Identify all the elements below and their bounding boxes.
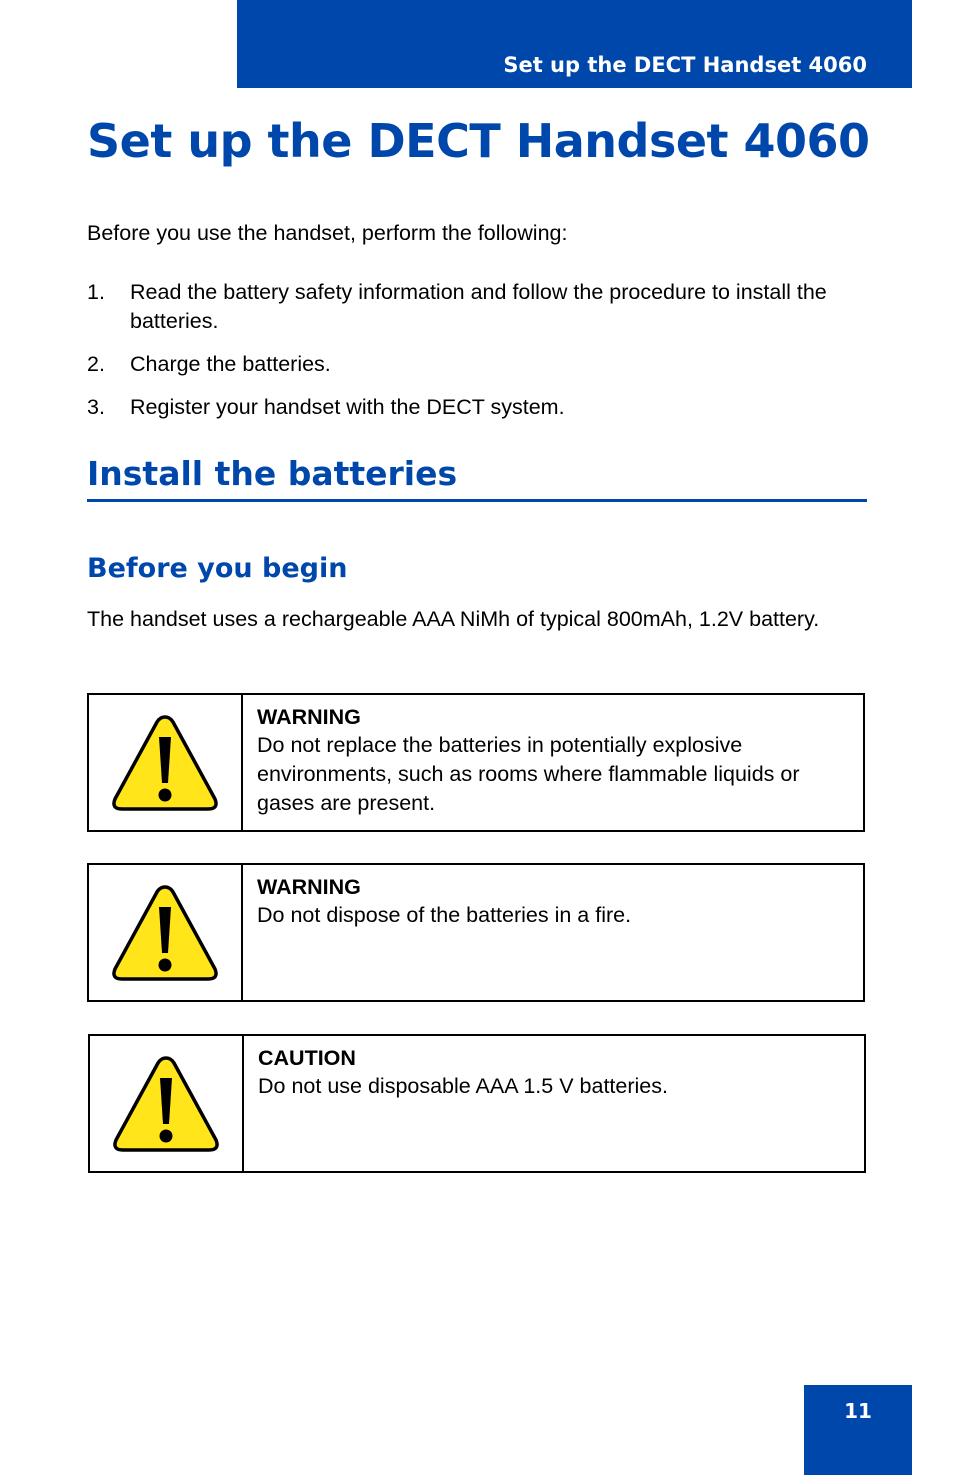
header-band [237, 0, 912, 88]
warning-triangle-icon [110, 1052, 222, 1156]
notice-icon-cell [89, 865, 243, 1000]
notice-icon-cell [89, 695, 243, 830]
warning-triangle-icon [109, 711, 221, 815]
running-header-title: Set up the DECT Handset 4060 [503, 53, 867, 77]
list-item [87, 278, 877, 336]
notice-text-cell [243, 695, 863, 830]
notice-label: WARNING [257, 875, 361, 899]
page-title: Set up the DECT Handset 4060 [87, 114, 870, 168]
notice-label: CAUTION [258, 1046, 356, 1070]
intro-text: Before you use the handset, perform the following: [87, 221, 568, 245]
step-number: 1. [87, 280, 105, 304]
setup-steps-list [87, 278, 877, 422]
step-number: 2. [87, 352, 105, 376]
step-text: Charge the batteries. [130, 352, 331, 376]
page-number: 11 [844, 1399, 872, 1423]
step-text: Register your handset with the DECT system. [130, 395, 565, 419]
subsection-heading: Before you begin [87, 553, 348, 584]
list-item [87, 393, 877, 422]
notice-label: WARNING [257, 705, 361, 729]
page-number-badge [804, 1385, 912, 1475]
section-heading: Install the batteries [87, 454, 867, 502]
step-text: Read the battery safety information and follow the procedure to install the batteries. [130, 280, 827, 333]
warning-triangle-icon [109, 881, 221, 985]
warning-notice [87, 863, 865, 1002]
notice-text: Do not dispose of the batteries in a fire. [257, 903, 632, 927]
list-item [87, 350, 877, 379]
notice-text-cell [244, 1036, 864, 1171]
notice-text-cell [243, 865, 863, 1000]
notice-text: Do not use disposable AAA 1.5 V batteries. [258, 1074, 668, 1098]
step-number: 3. [87, 395, 105, 419]
battery-description: The handset uses a rechargeable AAA NiMh of typical 800mAh, 1.2V battery. [87, 607, 820, 631]
notice-text: Do not replace the batteries in potentially explosive environments, such as rooms where flammable liquids or gases are present. [257, 733, 800, 815]
caution-notice [88, 1034, 866, 1173]
notice-icon-cell [90, 1036, 244, 1171]
warning-notice [87, 693, 865, 832]
